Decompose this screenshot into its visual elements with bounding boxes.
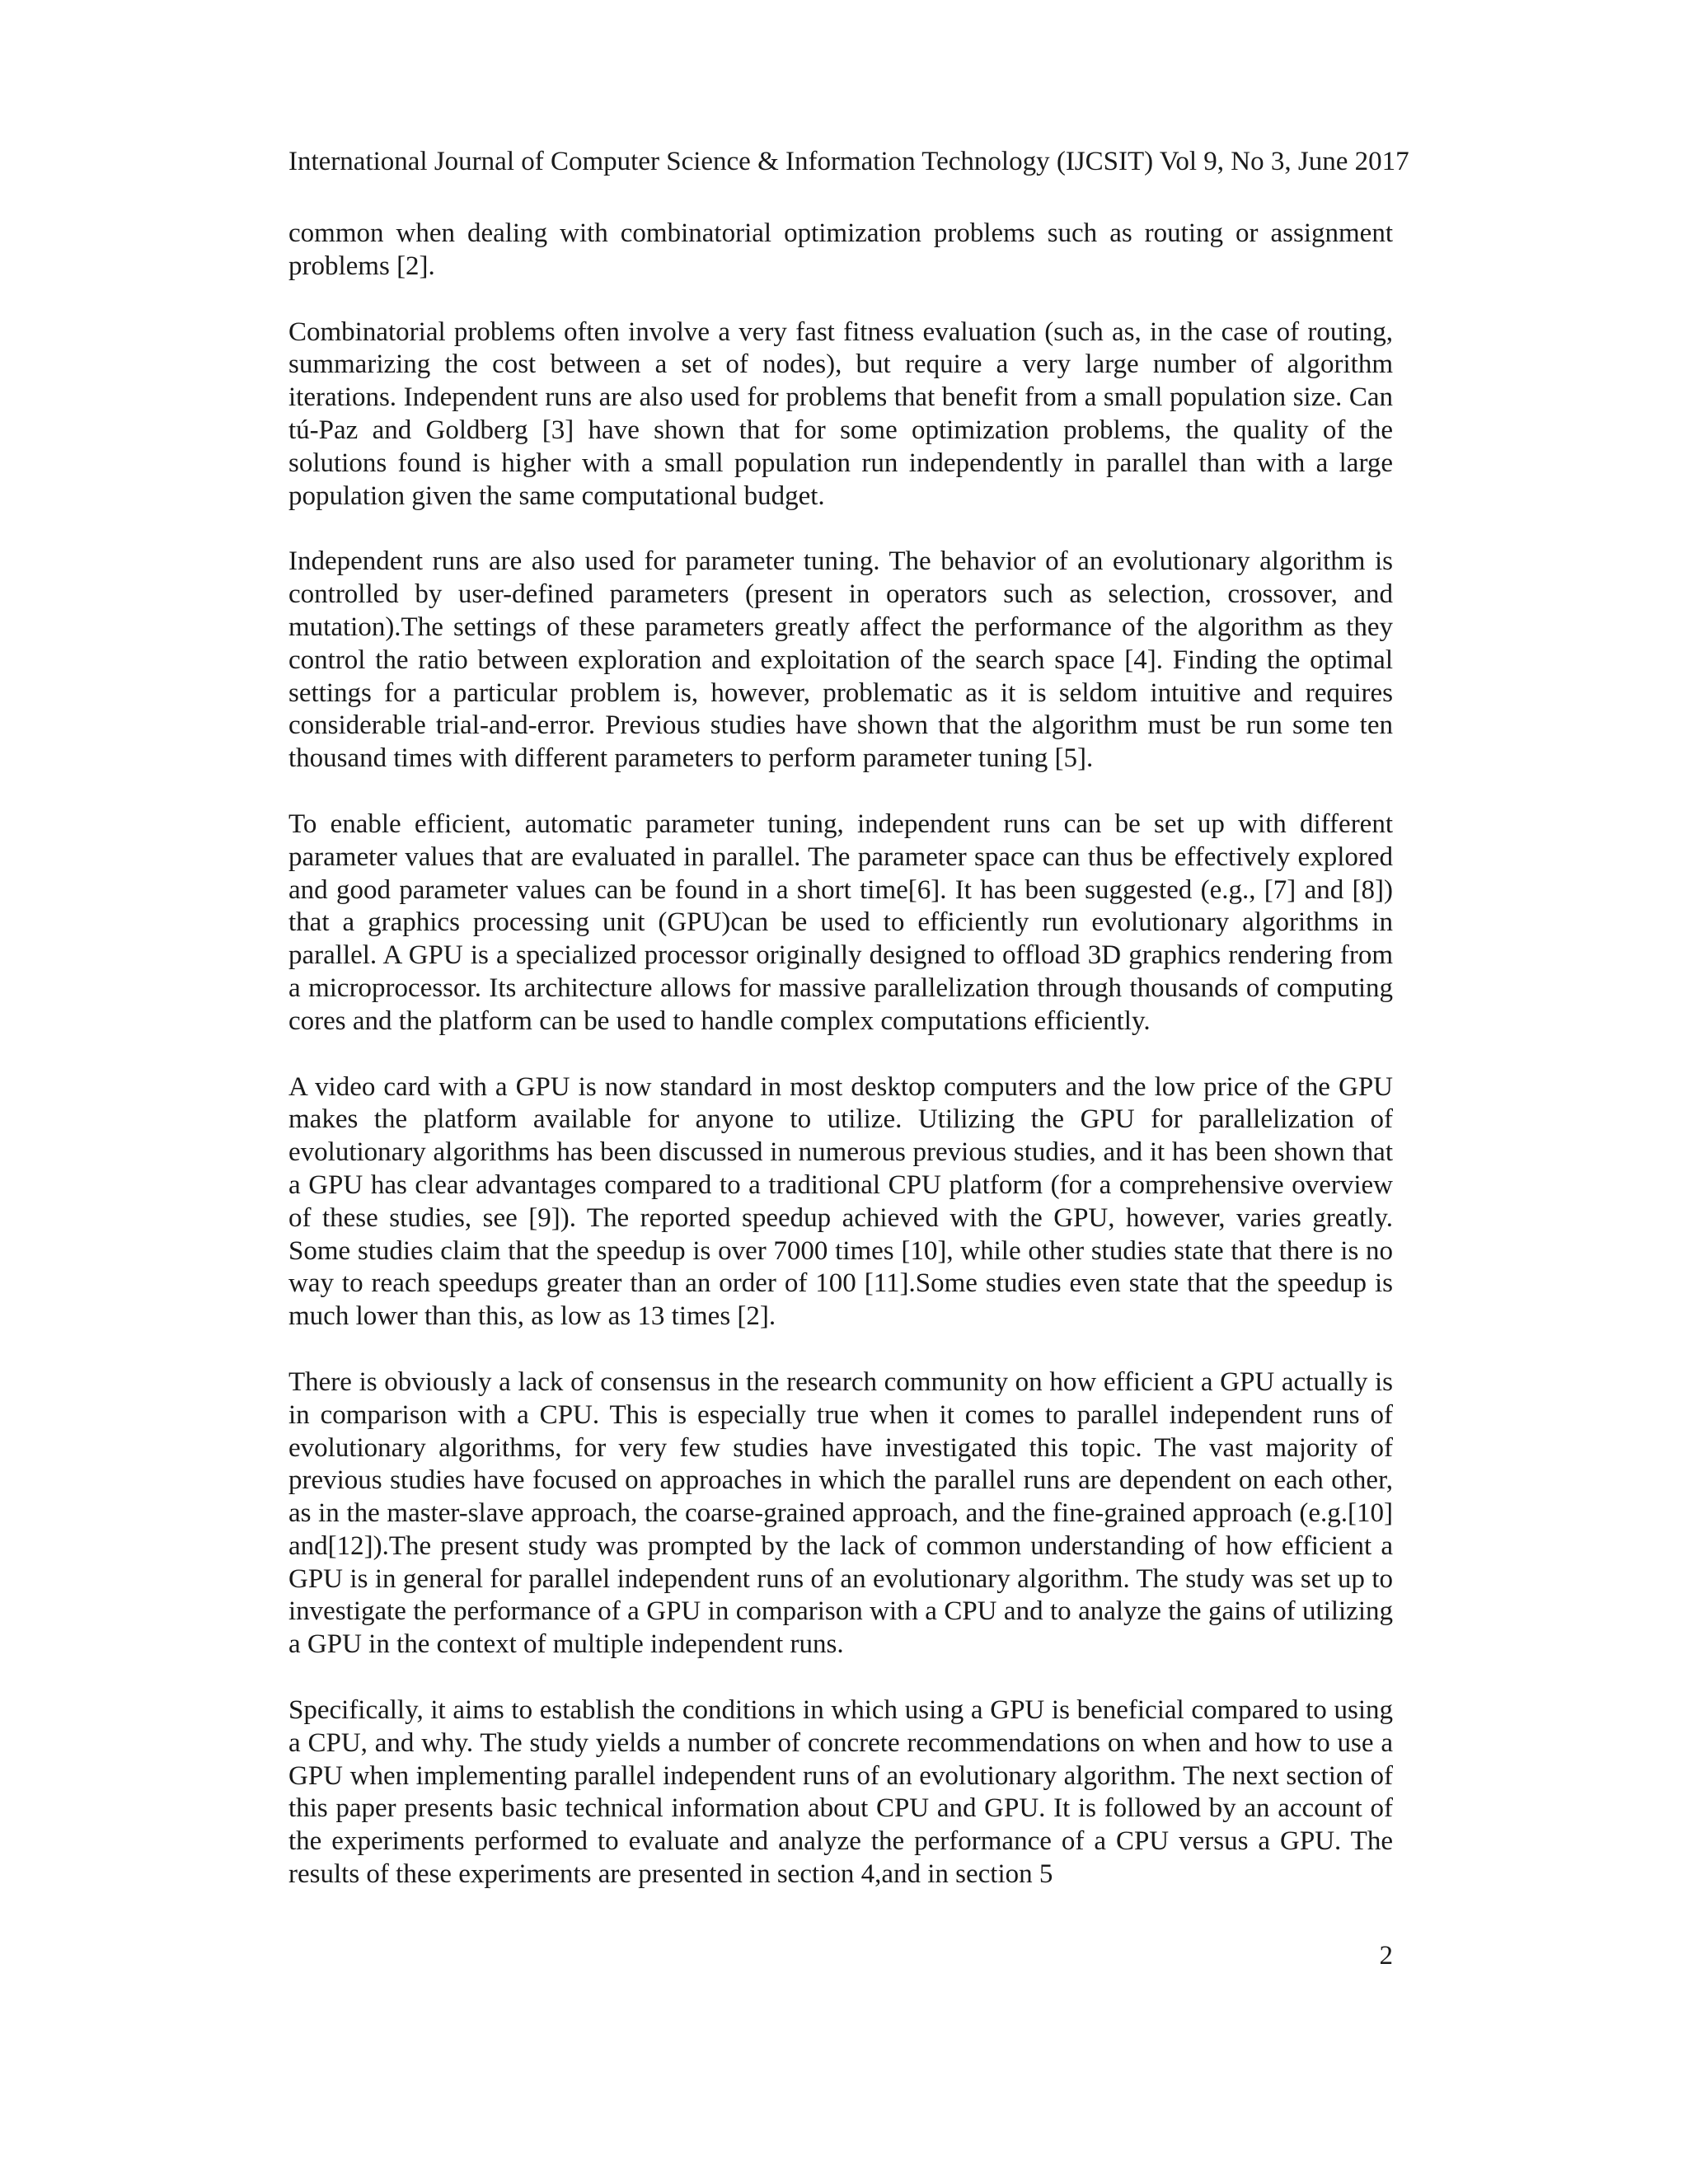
paragraph-gpu-speedup: A video card with a GPU is now standard in most desktop computers and the low price of the GPU makes the platform available for anyone to utilize. Utilizing the GPU for parallelization of evolutionary algorithms has been discussed in numerous previous studies, and it has been shown that a GPU has clear advantages compared to a traditional CPU platform (for a comprehensive overview of these studies, see [9]). The reported speedup achieved with the GPU, however, varies greatly. Some studies claim that the speedup is over 7000 times [10], while other studies state that there is no way to reach speedups greater than an order of 100 [11].Some studies even state that the speedup is much lower than this, as low as 13 times [2]. [288, 1071, 1393, 1332]
paragraph-parameter-tuning: Independent runs are also used for parameter tuning. The behavior of an evolutionary algorithm is controlled by user-defined parameters (present in operators such as selection, crossover, and mutation).The settings of these parameters greatly affect the performance of the algorithm as they control the ratio between exploration and exploitation of the search space [4]. Finding the optimal settings for a particular problem is, however, problematic as it is seldom intuitive and requires considerable trial-and-error. Previous studies have shown that the algorithm must be run some ten thousand times with different parameters to perform parameter tuning [5]. [288, 546, 1393, 774]
paragraph-lack-of-consensus: There is obviously a lack of consensus in the research community on how efficient a GPU actually is in comparison with a CPU. This is especially true when it comes to parallel independent runs of evolutionary algorithms, for very few studies have investigated this topic. The vast majority of previous studies have focused on approaches in which the parallel runs are dependent on each other, as in the master-slave approach, the coarse-grained approach, and the fine-grained approach (e.g.[10] and[12]).The present study was prompted by the lack of common understanding of how efficient a GPU is in general for parallel independent runs of an evolutionary algorithm. The study was set up to investigate the performance of a GPU in comparison with a CPU and to analyze the gains of utilizing a GPU in the context of multiple independent runs. [288, 1366, 1393, 1660]
running-header: International Journal of Computer Science & Information Technology (IJCSIT) Vol 9, No 3, June 2017 [288, 147, 1409, 176]
paragraph-study-aims: Specifically, it aims to establish the conditions in which using a GPU is beneficial compared to using a CPU, and why. The study yields a number of concrete recommendations on when and how to use a GPU when implementing parallel independent runs of an evolutionary algorithm. The next section of this paper presents basic technical information about CPU and GPU. It is followed by an account of the experiments performed to evaluate and analyze the performance of a CPU versus a GPU. The results of these experiments are presented in section 4,and in section 5 [288, 1695, 1393, 1890]
paragraph-combinatorial-problems: Combinatorial problems often involve a very fast fitness evaluation (such as, in the case of routing, summarizing the cost between a set of nodes), but require a very large number of algorithm iterations. Independent runs are also used for problems that benefit from a small population size. Can tú-Paz and Goldberg [3] have shown that for some optimization problems, the quality of the solutions found is higher with a small population run independently in parallel than with a large population given the same computational budget. [288, 316, 1393, 511]
paragraph-automatic-tuning-gpu: To enable efficient, automatic parameter tuning, independent runs can be set up with different parameter values that are evaluated in parallel. The parameter space can thus be effectively explored and good parameter values can be found in a short time[6]. It has been suggested (e.g., [7] and [8]) that a graphics processing unit (GPU)can be used to efficiently run evolutionary algorithms in parallel. A GPU is a specialized processor originally designed to offload 3D graphics rendering from a microprocessor. Its architecture allows for massive parallelization through thousands of computing cores and the platform can be used to handle complex computations efficiently. [288, 808, 1393, 1036]
page-number: 2 [1379, 1941, 1393, 1971]
paragraph-continuation: common when dealing with combinatorial optimization problems such as routing or assignment problems [2]. [288, 218, 1393, 281]
body-text [288, 218, 1393, 1891]
